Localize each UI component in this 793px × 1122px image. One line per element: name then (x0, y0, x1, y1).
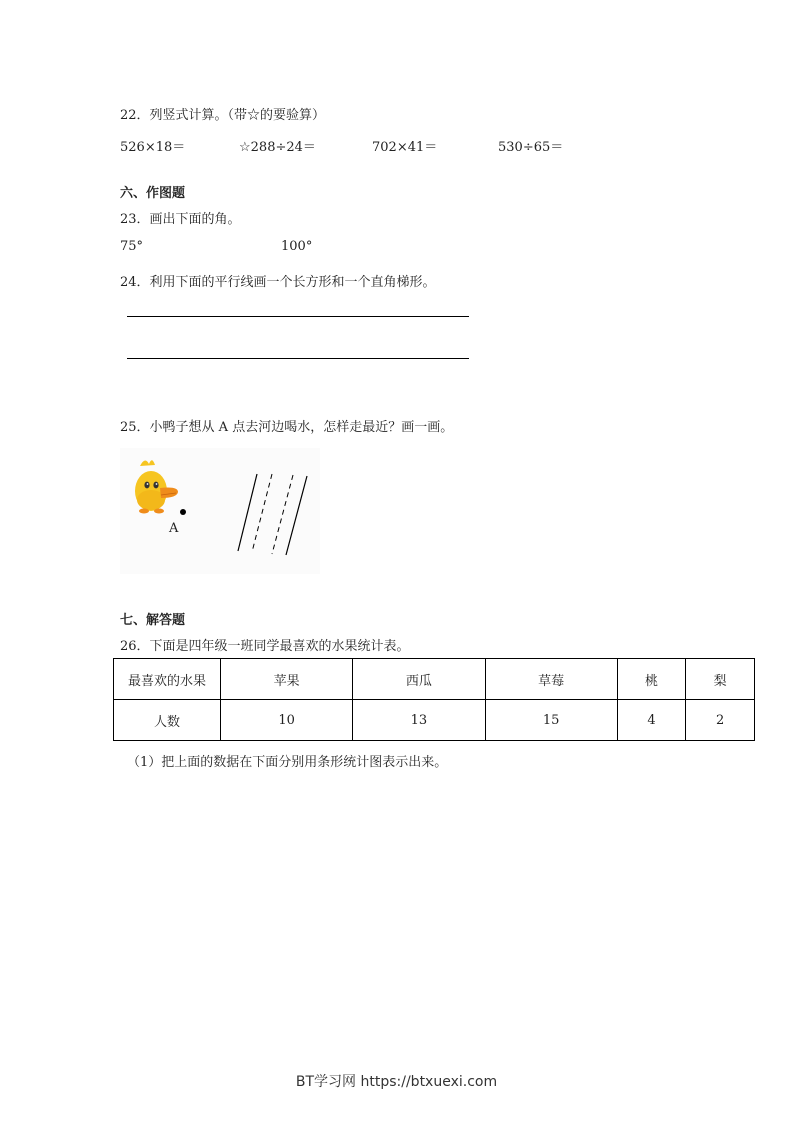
table-cell: 梨 (686, 659, 755, 700)
q24-title: 24．利用下面的平行线画一个长方形和一个直角梯形。 (120, 275, 436, 290)
q22-item-2: ☆288÷24＝ (239, 140, 316, 155)
table-cell: 人数 (114, 700, 221, 741)
table-cell: 4 (617, 700, 686, 741)
table-row (114, 659, 755, 700)
q22-title: 22．列竖式计算。（带☆的要验算） (120, 108, 326, 123)
q23-title: 23．画出下面的角。 (120, 212, 241, 227)
table-cell: 苹果 (221, 659, 353, 700)
q23-angle-1: 75° (120, 239, 144, 254)
q22-item-1: 526×18＝ (120, 140, 186, 155)
table-cell: 最喜欢的水果 (114, 659, 221, 700)
table-cell: 2 (686, 700, 755, 741)
footer-watermark: BT学习网 https://btxuexi.com (295, 1074, 498, 1090)
section-6-title: 六、作图题 (120, 186, 186, 201)
table-cell: 15 (485, 700, 617, 741)
q23-angle-2: 100° (281, 239, 313, 254)
duck-river-figure (120, 448, 320, 574)
q25-title: 25．小鸭子想从 A 点去河边喝水，怎样走最近？画一画。 (120, 420, 454, 435)
table-cell: 13 (353, 700, 485, 741)
q22-item-4: 530÷65＝ (498, 140, 564, 155)
parallel-line-bottom (127, 358, 469, 359)
duck-river-svg (120, 448, 320, 574)
q22-item-3: 702×41＝ (372, 140, 438, 155)
point-a-dot (180, 509, 186, 515)
point-a-label: A (169, 521, 179, 536)
table-row (114, 700, 755, 741)
table-cell: 桃 (617, 659, 686, 700)
section-7-title: 七、解答题 (120, 613, 186, 628)
q26-title: 26．下面是四年级一班同学最喜欢的水果统计表。 (120, 639, 410, 654)
table-cell: 10 (221, 700, 353, 741)
fruit-stats-table (113, 658, 755, 741)
parallel-line-top (127, 316, 469, 317)
table-cell: 草莓 (485, 659, 617, 700)
table-cell: 西瓜 (353, 659, 485, 700)
q26-sub1: （1）把上面的数据在下面分别用条形统计图表示出来。 (127, 755, 448, 770)
